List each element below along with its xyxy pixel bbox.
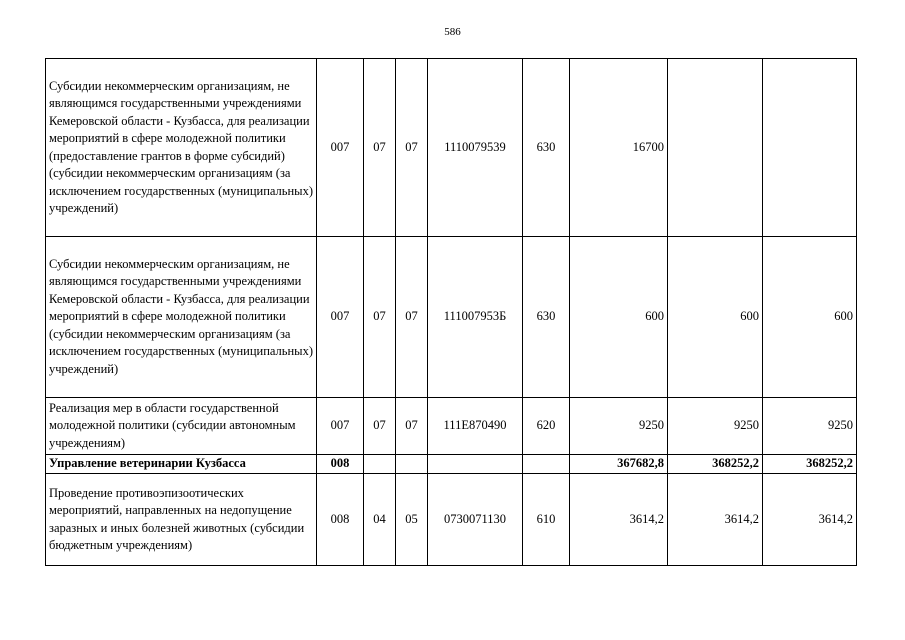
department-name: Управление ветеринарии Кузбасса bbox=[46, 455, 317, 474]
row-sum-2: 3614,2 bbox=[668, 474, 763, 566]
row-sum-1: 16700 bbox=[570, 59, 668, 237]
row-sum-3: 368252,2 bbox=[763, 455, 857, 474]
table-row bbox=[46, 237, 857, 398]
row-ved: 007 bbox=[317, 398, 364, 455]
row-vr: 630 bbox=[523, 237, 570, 398]
table-row bbox=[46, 59, 857, 237]
row-name: Субсидии некоммерческим организациям, не являющимся государственными учреждениями Кемеровской области - Кузбасса, для реализации мероприятий в сфере молодежной политики (предоставление грантов в форме субсидий) (субсидии некоммерческим организациям (за исключением государственных (муниципальных) учреждений) bbox=[46, 59, 317, 237]
row-ved: 008 bbox=[317, 474, 364, 566]
row-vr: 620 bbox=[523, 398, 570, 455]
row-pr: 07 bbox=[396, 237, 428, 398]
page-number: 586 bbox=[444, 26, 461, 38]
row-pr: 07 bbox=[396, 398, 428, 455]
row-sum-2: 9250 bbox=[668, 398, 763, 455]
row-ved: 008 bbox=[317, 455, 364, 474]
row-pr: 05 bbox=[396, 474, 428, 566]
row-rz: 07 bbox=[364, 59, 396, 237]
row-pr: 07 bbox=[396, 59, 428, 237]
row-rz: 07 bbox=[364, 237, 396, 398]
row-name: Реализация мер в области государственной молодежной политики (субсидии автономным учреждениям) bbox=[46, 398, 317, 455]
row-sum-1: 3614,2 bbox=[570, 474, 668, 566]
row-name: Проведение противоэпизоотических мероприятий, направленных на недопущение заразных и иных болезней животных (субсидии бюджетным учреждениям) bbox=[46, 474, 317, 566]
table-row bbox=[46, 398, 857, 455]
row-vr: 630 bbox=[523, 59, 570, 237]
row-csr: 111007953Б bbox=[428, 237, 523, 398]
row-rz: 04 bbox=[364, 474, 396, 566]
row-vr bbox=[523, 455, 570, 474]
row-rz bbox=[364, 455, 396, 474]
row-ved: 007 bbox=[317, 59, 364, 237]
row-sum-2 bbox=[668, 59, 763, 237]
budget-table bbox=[45, 58, 857, 566]
row-rz: 07 bbox=[364, 398, 396, 455]
row-csr: 0730071130 bbox=[428, 474, 523, 566]
row-sum-3: 3614,2 bbox=[763, 474, 857, 566]
row-sum-3: 600 bbox=[763, 237, 857, 398]
row-sum-2: 368252,2 bbox=[668, 455, 763, 474]
department-row bbox=[46, 455, 857, 474]
row-sum-1: 600 bbox=[570, 237, 668, 398]
row-sum-3: 9250 bbox=[763, 398, 857, 455]
row-name: Субсидии некоммерческим организациям, не являющимся государственными учреждениями Кемеровской области - Кузбасса, для реализации мероприятий в сфере молодежной политики (субсидии некоммерческим организациям (за исключением государственных (муниципальных) учреждений) bbox=[46, 237, 317, 398]
row-sum-2: 600 bbox=[668, 237, 763, 398]
row-csr: 111E870490 bbox=[428, 398, 523, 455]
row-ved: 007 bbox=[317, 237, 364, 398]
table-row bbox=[46, 474, 857, 566]
row-csr bbox=[428, 455, 523, 474]
row-sum-1: 367682,8 bbox=[570, 455, 668, 474]
row-pr bbox=[396, 455, 428, 474]
row-csr: 1110079539 bbox=[428, 59, 523, 237]
row-vr: 610 bbox=[523, 474, 570, 566]
row-sum-3 bbox=[763, 59, 857, 237]
row-sum-1: 9250 bbox=[570, 398, 668, 455]
